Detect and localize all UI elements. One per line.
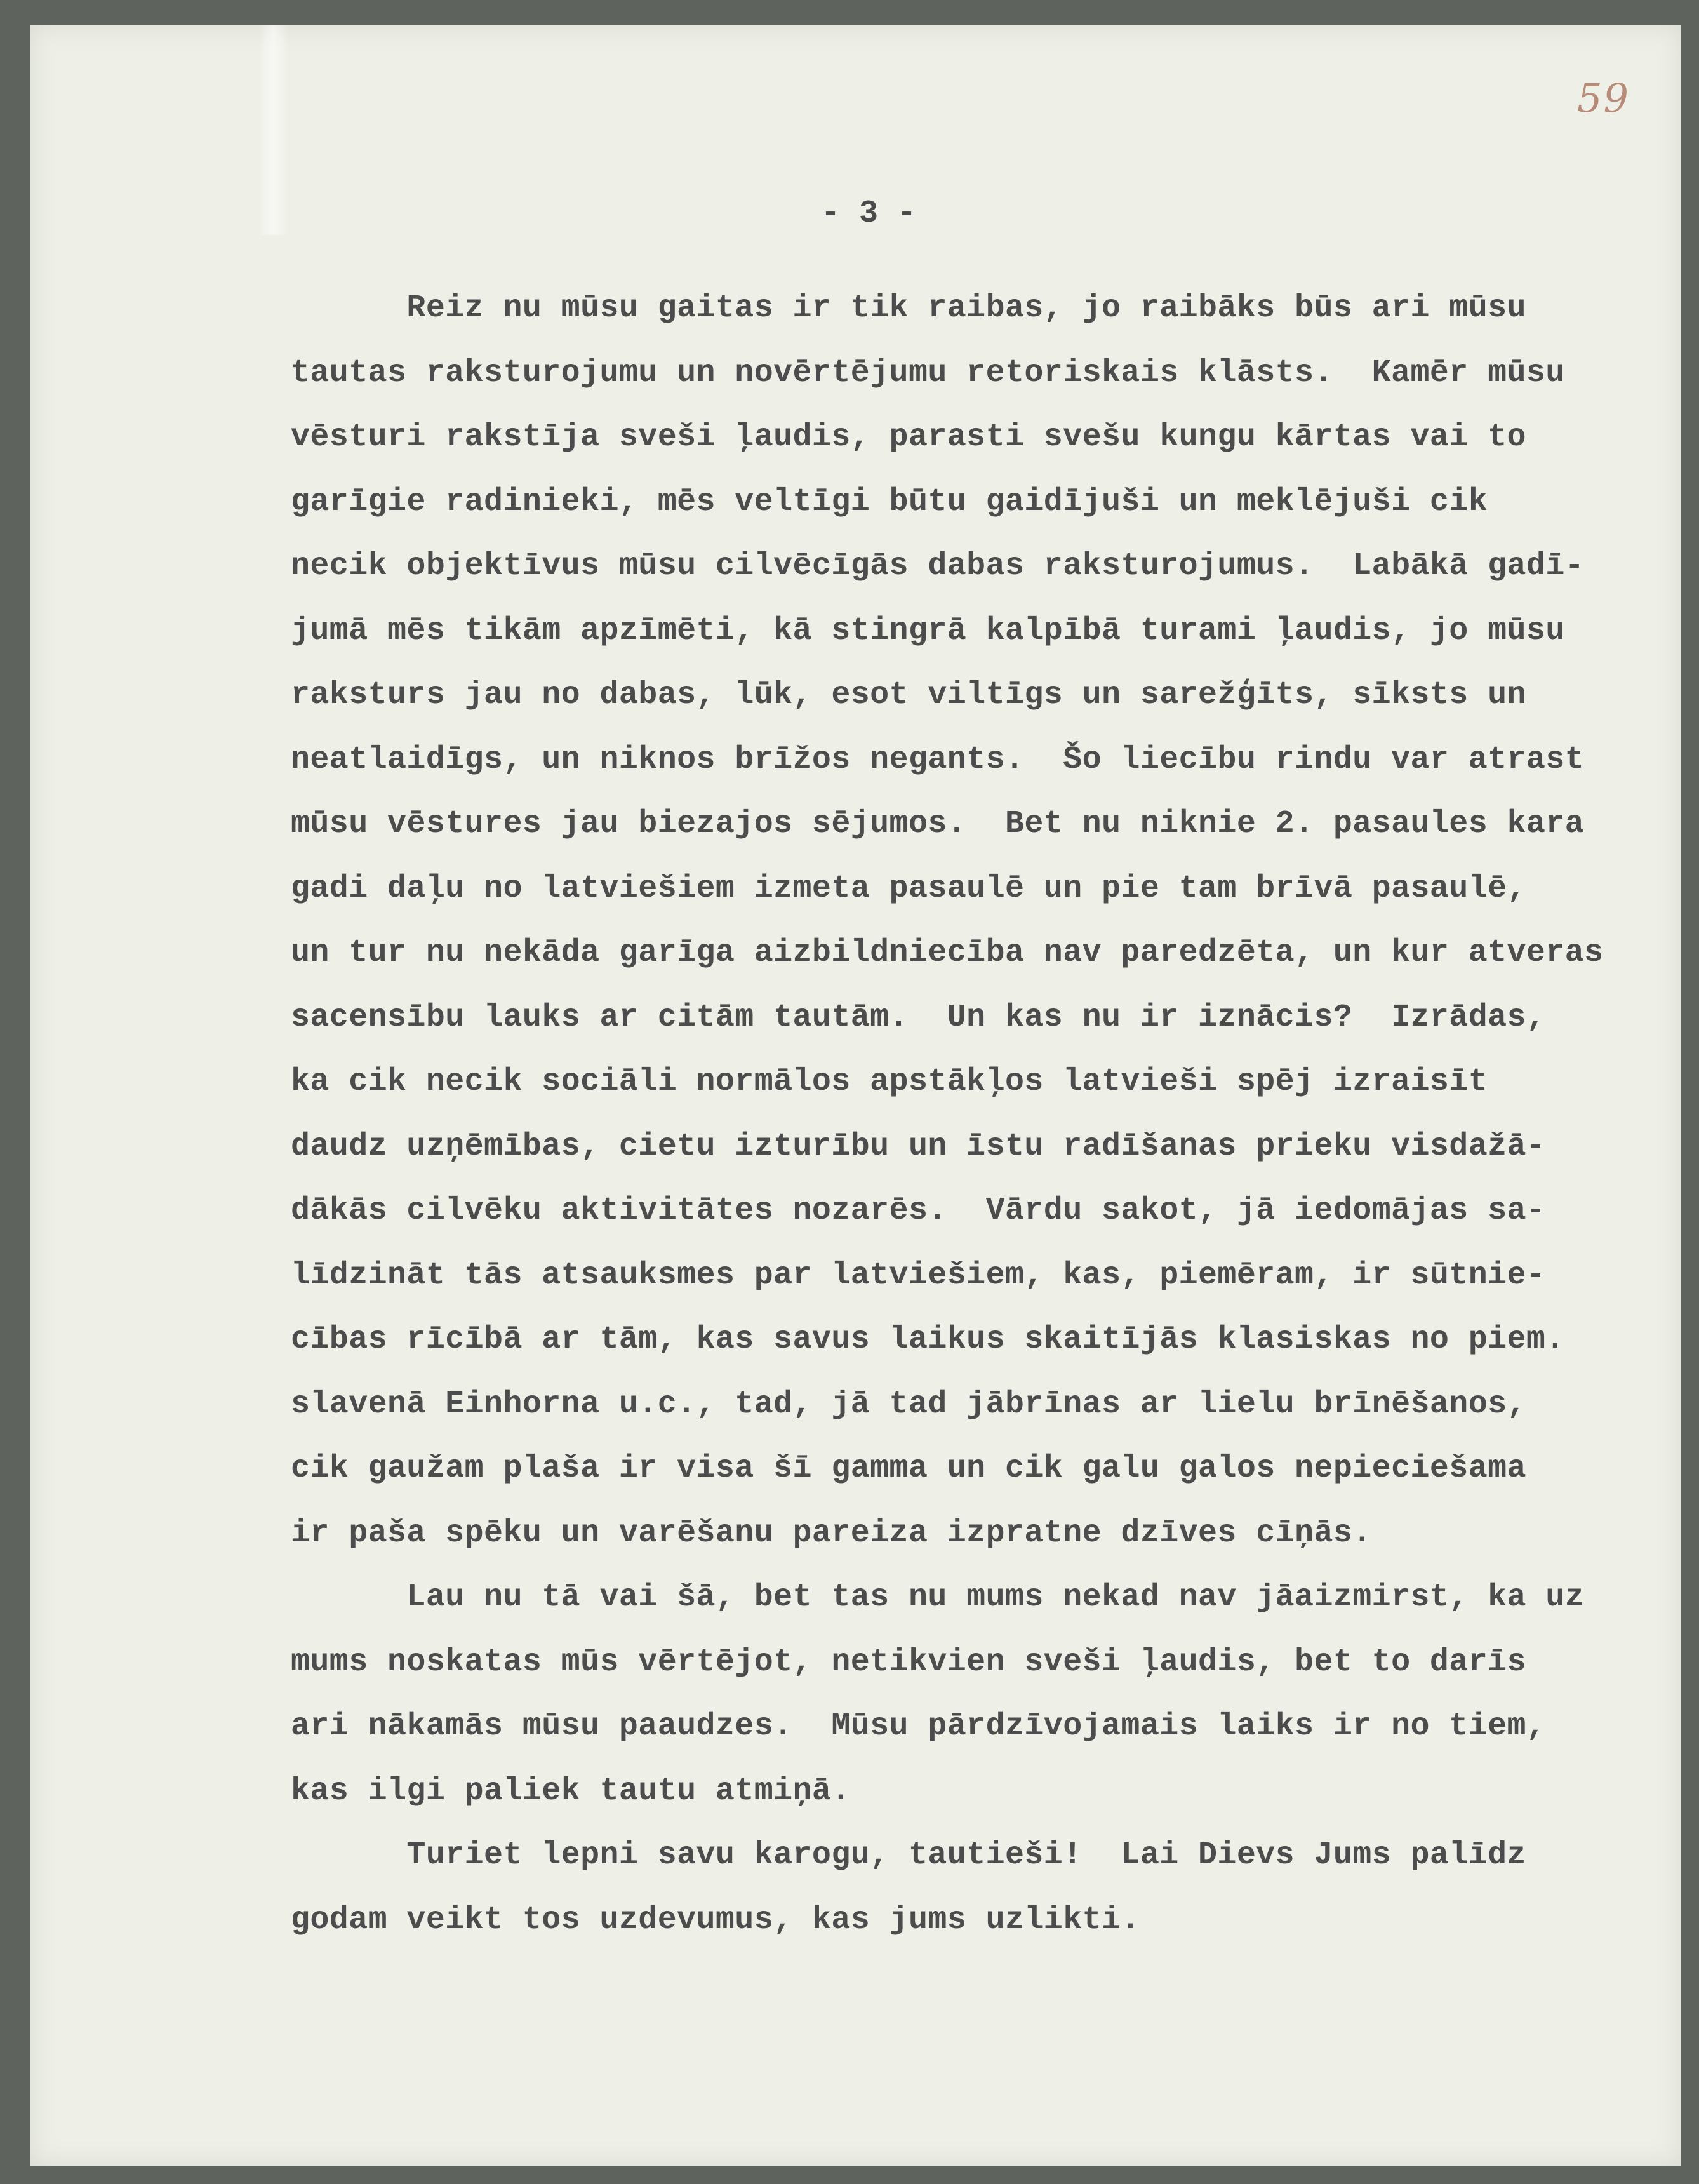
- text-line: slavenā Einhorna u.c., tad, jā tad jābrīnas ar lielu brīnēšanos,: [291, 1386, 1526, 1423]
- text-line: vēsturi rakstīja sveši ļaudis, parasti svešu kungu kārtas vai to: [291, 419, 1526, 455]
- text-line: dākās cilvēku aktivitātes nozarēs. Vārdu sakot, jā iedomājas sa-: [291, 1193, 1546, 1229]
- text-line: ka cik necik sociāli normālos apstākļos latvieši spēj izraisīt: [291, 1064, 1488, 1100]
- text-line: garīgie radinieki, mēs veltīgi būtu gaidījuši un meklējuši cik: [291, 483, 1488, 520]
- text-line: ir paša spēku un varēšanu pareiza izpratne dzīves cīņās.: [291, 1515, 1372, 1551]
- text-line: kas ilgi paliek tautu atmiņā.: [291, 1772, 851, 1809]
- text-line: jumā mēs tikām apzīmēti, kā stingrā kalpībā turami ļaudis, jo mūsu: [291, 612, 1565, 649]
- text-line: ari nākamās mūsu paaudzes. Mūsu pārdzīvojamais laiks ir no tiem,: [291, 1708, 1546, 1745]
- text-line: līdzināt tās atsauksmes par latviešiem, kas, piemēram, ir sūtnie-: [291, 1257, 1546, 1294]
- text-line: godam veikt tos uzdevumus, kas jums uzlikti.: [291, 1901, 1140, 1938]
- text-line: tautas raksturojumu un novērtējumu retoriskais klāsts. Kamēr mūsu: [291, 354, 1565, 391]
- text-line: neatlaidīgs, un niknos brīžos negants. Šo liecību rindu var atrast: [291, 741, 1585, 778]
- text-line: gadi daļu no latviešiem izmeta pasaulē un pie tam brīvā pasaulē,: [291, 870, 1526, 907]
- text-line: raksturs jau no dabas, lūk, esot viltīgs un sarežģīts, sīksts un: [291, 677, 1526, 713]
- text-line: cības rīcībā ar tām, kas savus laikus skaitījās klasiskas no piem.: [291, 1322, 1565, 1358]
- text-line: un tur nu nekāda garīga aizbildniecība nav paredzēta, un kur atveras: [291, 935, 1604, 971]
- document-page: [30, 25, 1681, 2166]
- text-line: mums noskatas mūs vērtējot, netikvien sveši ļaudis, bet to darīs: [291, 1644, 1526, 1680]
- archive-page-number: 59: [1577, 75, 1630, 121]
- text-line: Turiet lepni savu karogu, tautieši! Lai Dievs Jums palīdz: [291, 1837, 1526, 1873]
- page-number: - 3 -: [820, 196, 917, 232]
- typed-text-body: [291, 276, 1675, 1952]
- text-line: sacensību lauks ar citām tautām. Un kas nu ir iznācis? Izrādas,: [291, 999, 1546, 1036]
- text-line: daudz uzņēmības, cietu izturību un īstu radīšanas prieku visdažā-: [291, 1128, 1546, 1165]
- text-line: necik objektīvus mūsu cilvēcīgās dabas raksturojumus. Labākā gadī-: [291, 548, 1585, 584]
- text-line: mūsu vēstures jau biezajos sējumos. Bet nu niknie 2. pasaules kara: [291, 806, 1585, 842]
- text-line: Lau nu tā vai šā, bet tas nu mums nekad nav jāaizmirst, ka uz: [291, 1579, 1585, 1616]
- text-line: Reiz nu mūsu gaitas ir tik raibas, jo raibāks būs ari mūsu: [291, 290, 1526, 326]
- text-line: cik gaužam plaša ir visa šī gamma un cik galu galos nepieciešama: [291, 1450, 1526, 1487]
